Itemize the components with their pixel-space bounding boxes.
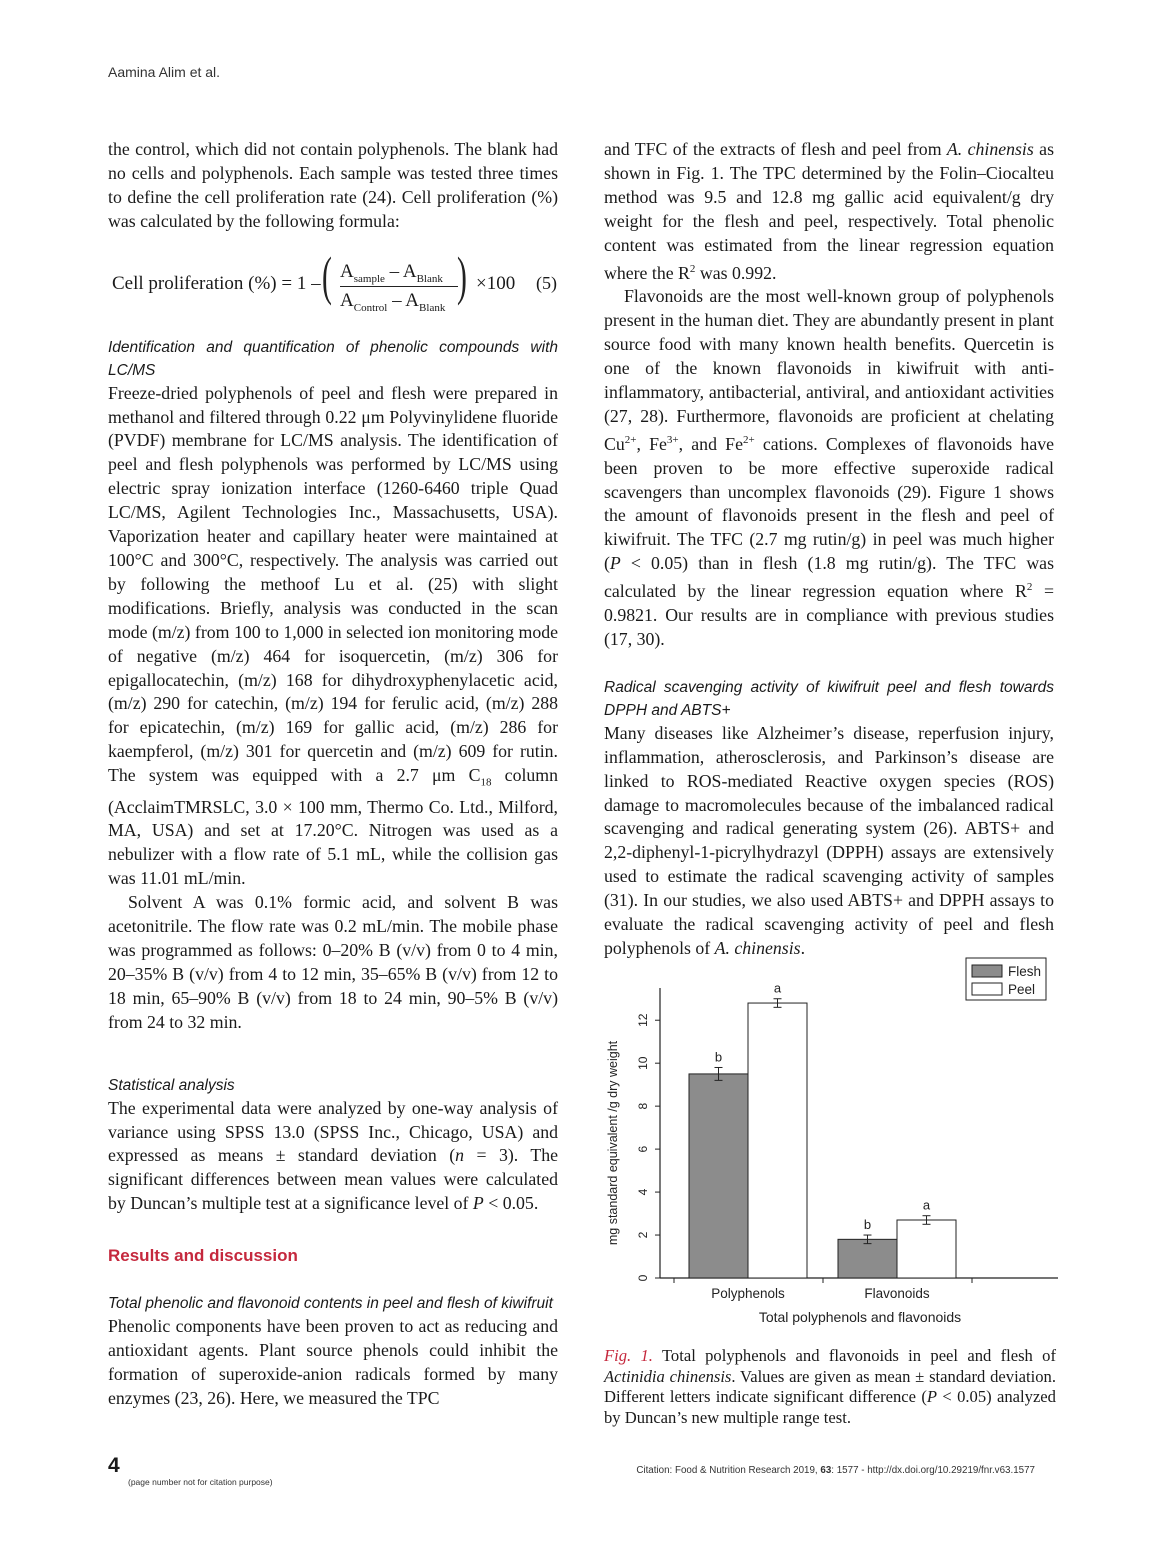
paragraph-flavonoids: Flavonoids are the most well-known group of polyphenols present in the human diet. They are abundantly present in plant source food with many known health benefits. Quercetin is one of the known flavonoids in kiwifruit with anti-inflammatory, antibacterial, antiviral, and antioxidant activities (27, 28). Furthermore, flavonoids are proficient at chelating $Cu^{2+}$, $Fe^{3+}$, and $Fe^{2+}$ cations. Complexes of flavonoids have been proven to be more effective superoxide radical scavengers than uncomplex flavonoids (29). Figure 1 shows the amount of flavonoids present in the flesh and peel of kiwifruit. The TFC (2.7 mg rutin/g) in peel was much higher (P < 0.05) than in flesh (1.8 mg rutin/g). The TFC was calculated by the linear regression equation where $R^2 = 0.9821$. Our results are in compliance with previous studies (17, 30). [604,286,1054,649]
bar-peel-polyphenols [748,1003,807,1278]
x-category-label: Flavonoids [864,1286,930,1301]
y-axis-label: mg standard equivalent /g dry weight [606,1040,620,1246]
y-tick-label: 2 [636,1231,651,1239]
significance-letter: b [714,1049,723,1065]
paragraph-tpc-continued: and TFC of the extracts of flesh and peel from A. chinensis as shown in Fig. 1. The TPC determined by the Folin–Ciocalteu method was 9.5 and 12.8 mg gallic acid equivalent/g dry weight for the flesh and peel, respectively. Total phenolic content was estimated from the linear regression equation where the $R^2$ was 0.992. [604,139,1054,283]
paragraph-radical-scavenging: Many diseases like Alzheimer’s disease, reperfusion injury, inflammation, atherosclerosis, and Parkinson’s disease are linked to ROS-mediated Reactive oxygen species (ROS) damage to macromolecules because of the imbalanced radical scavenging and radical generating system (26). ABTS+ and 2,2-diphenyl-1-picrylhydrazyl (DPPH) assays are extensively used to estimate the radical scavenging activity of samples (31). In our studies, we also used ABTS+ and DPPH assays to evaluate the radical scavenging activity of peel and flesh polyphenols of A. chinensis. [604,722,1054,958]
page-number-note: (page number not for citation purpose) [128,1477,273,1487]
citation-footer: Citation: Food & Nutrition Research 2019, 63: 1577 - http://dx.doi.org/10.29219/fnr.v63.1577 [636,1465,1035,1476]
y-tick-label: 12 [636,1013,651,1027]
equation-left-paren: ( [322,245,332,306]
subheading-radical-scavenging: Radical scavenging activity of kiwifruit peel and flesh towards DPPH and ABTS+ [604,678,1054,719]
equation-number: (5) [536,272,557,293]
figure-1-chart [600,950,1070,1340]
significance-letter: a [773,980,782,996]
paragraph-tpc: Phenolic components have been proven to act as reducing and antioxidant agents. Plant source phenols could inhibit the formation of superoxide-anion radicals formed by many enzymes (23, 26). Here, we measured the TPC [108,1316,558,1408]
left-column [108,138,558,1411]
figure-label: Fig. 1. [604,1346,653,1365]
equation-fraction-bar [340,286,458,287]
bar-flesh-polyphenols [689,1074,748,1278]
x-axis-label: Total polyphenols and flavonoids [758,1309,962,1325]
bar-chart-svg [600,950,1070,1340]
equation-denominator: $A_{Control} - A_{Blank}$ [340,289,446,314]
significance-letter: b [863,1217,872,1233]
subheading-lcms: Identification and quantification of phenolic compounds with LC/MS [108,338,558,379]
legend-label-flesh: Flesh [1008,964,1042,979]
equation-numerator: $A_{sample} - A_{Blank}$ [340,260,443,285]
legend-swatch-peel [972,983,1002,995]
legend-label-peel: Peel [1008,982,1036,997]
equation-right-paren: ) [457,245,467,306]
subheading-total-phenolic: Total phenolic and flavonoid contents in peel and flesh of kiwifruit [108,1295,553,1313]
equation-cell-proliferation [108,234,558,336]
paragraph-lcms-1: Freeze-dried polyphenols of peel and flesh were prepared in methanol and filtered through 0.22 μm Polyvinylidene fluoride (PVDF) membrane for LC/MS analysis. The identification of peel and flesh polyphenols was performed by LC/MS using electric spray ionization interface (1260-6460 triple Quad LC/MS, Agilent Technologies Inc., Massachusetts, USA). Vaporization heater and capillary heater were maintained at 100°C and 300°C, respectively. The analysis was carried out by following the methoof Lu et al. (25) with slight modifications. Briefly, analysis was conducted in the scan mode (m/z) from 100 to 1,000 in selected ion monitoring mode of negative (m/z) 464 for isoquercetin, (m/z) 306 for epigallocatechin, (m/z) 168 for dihydroxyphenylacetic acid, (m/z) 290 for catechin, (m/z) 194 for ferulic acid, (m/z) 288 for epicatechin, (m/z) 169 for gallic acid, (m/z) 286 for kaempferol, (m/z) 301 for quercetin and (m/z) 609 for rutin. The system was equipped with a 2.7 μm $C_{18}$ column (AcclaimTMRSLC, 3.0 × 100 mm, Thermo Co. Ltd., Milford, MA, USA) and set at 17.20°C. Nitrogen was used as a nebulizer with a flow rate of 5.1 mL, while the collision gas was 11.01 mL/min. [108,382,559,889]
paragraph-statistics: The experimental data were analyzed by one-way analysis of variance using SPSS 13.0 (SPSS Inc., Chicago, USA) and expressed as means ± standard deviation (n = 3). The significant differences between mean values were calculated by Duncan’s multiple test at a significance level of P < 0.05. [108,1097,558,1214]
equation-lhs: Cell proliferation (%) = 1 – [112,272,321,294]
running-head: Aamina Alim et al. [108,64,221,80]
paragraph-intro: the control, which did not contain polyphenols. The blank had no cells and polyphenols. Each sample was tested three times to define the cell proliferation rate (24). Cell proliferation (%) was calculated by the following formula: [108,139,558,231]
equation-multiplier: ×100 [476,272,516,294]
page-number: 4 [108,1454,120,1477]
bar-flesh-flavonoids [838,1239,897,1278]
paragraph-lcms-2: Solvent A was 0.1% formic acid, and solvent B was acetonitrile. The flow rate was 0.2 mL/min. The mobile phase was programmed as follows: 0–20% B (v/v) from 0 to 4 min, 20–35% B (v/v) from 4 to 12 min, 35–65% B (v/v) from 12 to 18 min, 65–90% B (v/v) from 18 to 24 min, 90–5% B (v/v) from 24 to 32 min. [108,892,558,1032]
right-column [604,138,1054,961]
x-category-label: Polyphenols [711,1286,785,1301]
y-tick-label: 10 [636,1056,651,1070]
significance-letter: a [922,1197,931,1213]
bar-peel-flavonoids [897,1220,956,1278]
y-tick-label: 6 [636,1145,651,1153]
y-tick-label: 0 [636,1274,651,1282]
y-tick-label: 8 [636,1102,651,1110]
section-heading-results: Results and discussion [108,1246,298,1266]
figure-1-caption: Fig. 1. Total polyphenols and flavonoids in peel and flesh of Actinidia chinensis. Values are given as mean ± standard deviation. Different letters indicate significant difference (P < 0.05) analyzed by Duncan’s new multiple range test. [604,1346,1057,1427]
y-tick-label: 4 [636,1188,651,1196]
legend-swatch-flesh [972,965,1002,977]
subheading-statistical-analysis: Statistical analysis [108,1076,235,1094]
